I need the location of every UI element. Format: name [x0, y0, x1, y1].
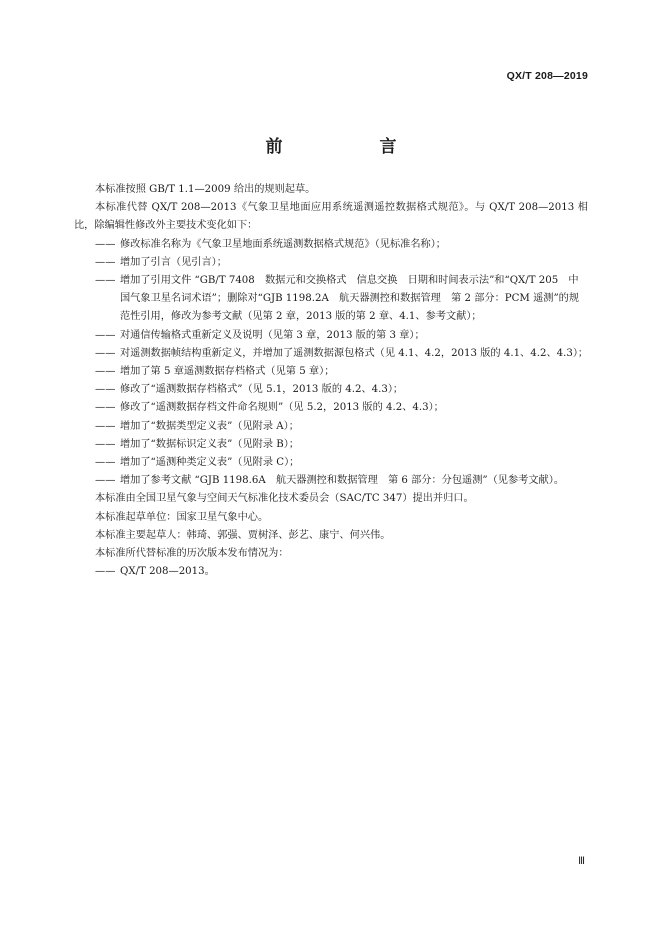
- change-item: [74, 236, 588, 254]
- change-item: [74, 399, 588, 417]
- history-item: [74, 563, 588, 581]
- dash-mark: ——: [95, 256, 116, 268]
- change-item: [74, 418, 588, 436]
- change-item: [74, 454, 588, 472]
- change-item-text: 增加了“数据标识定义表”（见附录 B）；: [120, 438, 300, 450]
- change-item: [74, 327, 588, 345]
- committee-paragraph: 本标准由全国卫星气象与空间天气标准化技术委员会（SAC/TC 347）提出并归口。: [95, 493, 474, 505]
- change-item: [74, 345, 588, 363]
- history-item-text: QX/T 208—2013。: [120, 566, 215, 578]
- dash-mark: ——: [95, 329, 116, 341]
- history-intro-paragraph: 本标准所代替标准的历次版本发布情况为：: [95, 548, 289, 560]
- change-item-text: 对遥测数据帧结构重新定义，并增加了遥测数据源包格式（见 4.1、4.2，2013 版的 4.1、4.2、4.3）；: [120, 347, 589, 359]
- dash-mark: ——: [95, 438, 116, 450]
- dash-mark: ——: [95, 402, 116, 414]
- drafting-unit-paragraph: 本标准起草单位：国家卫星气象中心。: [95, 511, 269, 523]
- change-item-text: 修改标准名称为《气象卫星地面系统遥测数据格式规范》（见标准名称）；: [120, 238, 446, 250]
- replacement-paragraph: 本标准代替 QX/T 208—2013《气象卫星地面应用系统遥测遥控数据格式规范》。与 QX/T 208—2013 相比，除编辑性修改外主要技术变化如下：: [74, 202, 588, 232]
- change-item-text: 对通信传输格式重新定义及说明（见第 3 章，2013 版的第 3 章）；: [120, 329, 425, 341]
- dash-mark: ——: [95, 420, 116, 432]
- change-item: [74, 363, 588, 381]
- dash-mark: ——: [95, 475, 116, 487]
- page-number: Ⅲ: [578, 856, 585, 867]
- page-title: 前 言: [265, 137, 437, 157]
- change-item-text: 增加了参考文献 “GJB 1198.6A 航天器测控和数据管理 第 6 部分：分包遥测”（见参考文献）。: [120, 475, 565, 487]
- dash-mark: ——: [95, 347, 116, 359]
- change-item: [74, 272, 588, 327]
- dash-mark: ——: [95, 384, 116, 396]
- change-item-text: 修改了“遥测数据存档文件命名规则”（见 5.2，2013 版的 4.2、4.3）；: [120, 402, 444, 414]
- document-body: [74, 181, 588, 581]
- change-item-text: 增加了“数据类型定义表”（见附录 A）；: [120, 420, 299, 432]
- change-item: [74, 472, 588, 490]
- change-item: [74, 381, 588, 399]
- change-item-text: 增加了引言（见引言）；: [120, 256, 227, 268]
- dash-mark: ——: [95, 566, 116, 578]
- change-item-text: 修改了“遥测数据存档格式”（见 5.1，2013 版的 4.2、4.3）；: [120, 384, 404, 396]
- dash-mark: ——: [95, 275, 116, 287]
- change-item: [74, 254, 588, 272]
- change-item-text: 增加了引用文件 “GB/T 7408 数据元和交换格式 信息交换 日期和时间表示法”和“QX/T 205 中国气象卫星名词术语”；删除对“GJB 1198.2A 航天器测控和数据管理 第 2 部分：PCM 遥测”的规范性引用，修改为参考文献（见第 2 章，2013 版的第 2 章、4.1、参考文献）；: [120, 275, 580, 323]
- standard-code: QX/T 208—2019: [506, 70, 588, 82]
- dash-mark: ——: [95, 457, 116, 469]
- drafters-paragraph: 本标准主要起草人：韩琦、郭强、贾树泽、彭艺、康宁、何兴伟。: [95, 529, 391, 541]
- dash-mark: ——: [95, 238, 116, 250]
- change-list: [74, 236, 588, 491]
- change-item: [74, 436, 588, 454]
- drafting-rule-paragraph: 本标准按照 GB/T 1.1—2009 给出的规则起草。: [95, 184, 316, 195]
- dash-mark: ——: [95, 366, 116, 378]
- change-item-text: 增加了“遥测种类定义表”（见附录 C）；: [120, 457, 300, 469]
- change-item-text: 增加了第 5 章遥测数据存档格式（见第 5 章）；: [120, 366, 335, 378]
